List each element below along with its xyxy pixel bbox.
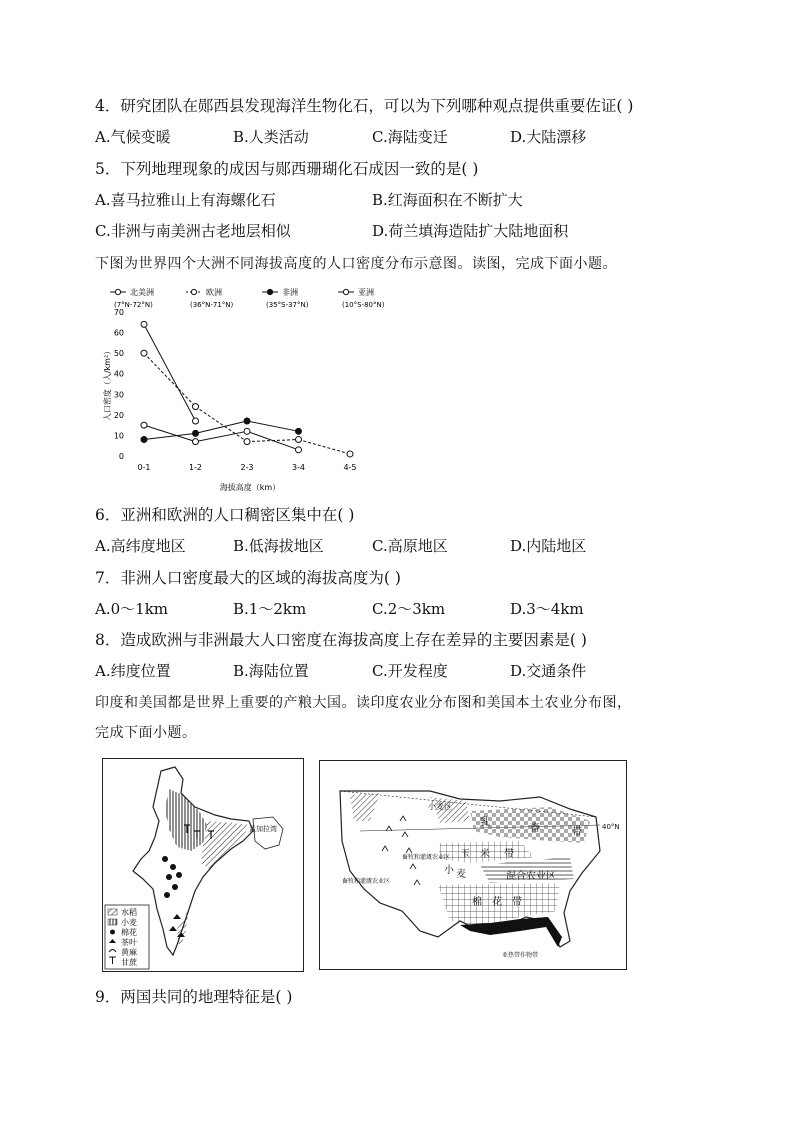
question-9-stem: 9．两国共同的地理特征是( ) [95, 988, 293, 1006]
label-range-2: 畜牧和灌溉农业区 [342, 878, 391, 885]
y-tick-label: 30 [113, 390, 124, 400]
population-density-chart [100, 284, 400, 496]
q7-option-b[interactable]: B.1～2km [233, 600, 307, 618]
legend-rice: 水稻 [121, 908, 137, 917]
y-tick-label: 10 [113, 431, 124, 441]
intro-paragraph-2-line2: 完成下面小题。 [95, 725, 197, 741]
q5-option-c[interactable]: C.非洲与南美洲古老地层相似 [95, 222, 291, 240]
x-tick-label: 3-4 [291, 463, 306, 472]
label-dairy-3: 带 [572, 827, 582, 838]
q4-option-a[interactable]: A.气候变暖 [95, 128, 171, 146]
label-wheat: 小麦区 [428, 802, 452, 811]
y-tick-label: 20 [113, 410, 124, 420]
y-axis-label: 人口密度（人/km²） [103, 346, 112, 422]
india-outline [133, 767, 253, 955]
q8-option-c[interactable]: C.开发程度 [372, 662, 448, 680]
series-segment [196, 421, 248, 433]
label-dairy-1: 乳 [480, 817, 490, 828]
data-point [193, 418, 199, 424]
label-cotton-2: 花 [492, 897, 502, 908]
inset-label: 孟加拉湾 [249, 825, 277, 833]
label-corn-3: 带 [504, 849, 514, 860]
label-wheat-2b: 麦 [456, 869, 466, 880]
legend-range: (36°N-71°N) [190, 301, 234, 309]
series-segment [247, 421, 299, 431]
legend-range: (7°N-72°N) [114, 301, 153, 309]
legend-marker [115, 289, 120, 294]
data-point [244, 439, 250, 445]
q5-option-a[interactable]: A.喜马拉雅山上有海螺化石 [95, 191, 276, 209]
label-40n: 40°N [602, 823, 620, 831]
data-point [347, 451, 353, 457]
y-tick-label: 50 [113, 349, 124, 359]
data-point [296, 437, 302, 443]
legend-range: (10°S-80°N) [342, 301, 385, 309]
legend-name: 非洲 [282, 288, 298, 297]
q8-option-d[interactable]: D.交通条件 [510, 662, 587, 680]
q6-option-c[interactable]: C.高原地区 [372, 537, 448, 555]
data-point [296, 428, 302, 434]
data-point [141, 437, 147, 443]
q7-option-d[interactable]: D.3～4km [510, 600, 584, 618]
rice-region [201, 821, 249, 869]
q7-option-a[interactable]: A.0～1km [95, 600, 169, 618]
data-point [141, 422, 147, 428]
data-point [296, 447, 302, 453]
data-point [141, 321, 147, 327]
q8-option-a[interactable]: A.纬度位置 [95, 662, 171, 680]
y-tick-label: 70 [113, 308, 124, 317]
q8-option-b[interactable]: B.海陆位置 [233, 662, 309, 680]
q6-option-a[interactable]: A.高纬度地区 [95, 537, 186, 555]
question-7-stem: 7．非洲人口密度最大的区域的海拔高度为( ) [95, 569, 401, 587]
q6-option-b[interactable]: B.低海拔地区 [233, 537, 324, 555]
legend-range: (35°S-37°N) [266, 301, 309, 309]
intro-paragraph-2-line1: 印度和美国都是世界上重要的产粮大国。读印度农业分布图和美国本土农业分布图， [95, 695, 632, 711]
question-8-stem: 8．造成欧洲与非洲最大人口密度在海拔高度上存在差异的主要因素是( ) [95, 631, 587, 649]
x-tick-label: 2-3 [240, 463, 254, 472]
india-legend [105, 905, 149, 969]
india-agriculture-map [102, 758, 304, 972]
legend-marker [191, 289, 196, 294]
x-tick-label: 1-2 [188, 463, 203, 472]
legend-sugarcane: 甘蔗 [121, 958, 137, 967]
q6-option-d[interactable]: D.内陆地区 [510, 537, 587, 555]
legend-name: 欧洲 [206, 288, 222, 297]
question-4-stem: 4．研究团队在郧西县发现海洋生物化石，可以为下列哪种观点提供重要佐证( ) [95, 97, 634, 115]
usa-agriculture-map [319, 760, 627, 970]
label-mixed: 混合农业区 [506, 871, 556, 882]
series-segment [144, 425, 196, 441]
legend-marker [343, 289, 348, 294]
intro-paragraph-1: 下图为世界四个大洲不同海拔高度的人口密度分布示意图。读图，完成下面小题。 [95, 256, 617, 272]
x-tick-label: 0-1 [137, 463, 151, 472]
y-tick-label: 0 [118, 452, 124, 461]
series-segment [144, 324, 196, 421]
question-5-stem: 5．下列地理现象的成因与郧西珊瑚化石成因一致的是( ) [95, 160, 479, 178]
legend-name: 北美洲 [130, 288, 154, 297]
data-point [193, 430, 199, 436]
x-axis-label: 海拔高度（km） [219, 483, 281, 492]
series-segment [144, 353, 196, 406]
data-point [244, 418, 250, 424]
legend-jute: 黄麻 [121, 948, 137, 957]
label-subtropical: 亚热带作物带 [502, 952, 539, 959]
legend-wheat: 小麦 [121, 918, 137, 927]
q5-option-d[interactable]: D.荷兰填海造陆扩大陆地面积 [372, 222, 569, 240]
q4-option-c[interactable]: C.海陆变迁 [372, 128, 448, 146]
legend-name: 亚洲 [358, 288, 374, 297]
label-cotton-3: 带 [512, 897, 522, 908]
q4-option-d[interactable]: D.大陆漂移 [510, 128, 587, 146]
q5-option-b[interactable]: B.红海面积在不断扩大 [372, 191, 523, 209]
legend-marker [267, 289, 272, 294]
x-tick-label: 4-5 [343, 463, 357, 472]
data-point [193, 404, 199, 410]
legend-tea: 茶叶 [121, 938, 137, 947]
label-cotton-1: 棉 [472, 897, 482, 908]
data-point [193, 439, 199, 445]
data-point [244, 428, 250, 434]
series-segment [299, 440, 351, 454]
legend-cotton: 棉花 [121, 928, 137, 937]
label-range-1: 畜牧和灌溉农业区 [402, 854, 451, 861]
y-tick-label: 40 [113, 369, 124, 379]
label-dairy-2: 畜 [530, 823, 540, 834]
y-tick-label: 60 [113, 328, 124, 338]
series-segment [247, 440, 299, 442]
data-point [141, 350, 147, 356]
question-6-stem: 6．亚洲和欧洲的人口稠密区集中在( ) [95, 506, 355, 524]
q4-option-b[interactable]: B.人类活动 [233, 128, 309, 146]
label-wheat-2a: 小 [444, 865, 454, 876]
label-corn-2: 米 [480, 849, 490, 860]
label-corn-1: 玉 [460, 849, 470, 860]
q7-option-c[interactable]: C.2～3km [372, 600, 446, 618]
